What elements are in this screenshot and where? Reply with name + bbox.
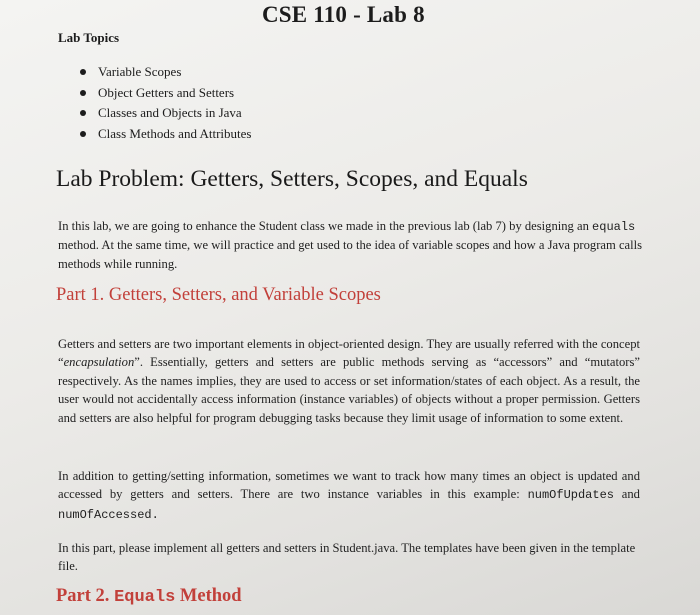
intro-text: method. At the same time, we will practice and get used to the idea of variable scopes and how a Java program calls methods while running.: [58, 238, 643, 271]
intro-paragraph: [58, 217, 643, 274]
list-item: [80, 83, 251, 104]
bullet-icon: [80, 131, 86, 137]
part1-paragraph: In this part, please implement all getters and setters in Student.java. The templates have been given in the template file.: [58, 540, 636, 574]
topic-label: Classes and Objects in Java: [98, 105, 242, 120]
bullet-icon: [80, 69, 86, 75]
bullet-icon: [80, 90, 86, 96]
paragraph-text: ”. Essentially, getters and setters are public methods serving as “accessors” and “mutators” respectively. As the names implies, they are used to access or set information/states of each object. As a result, the user would not accidentally access information (instance variables) of objects without a proper permission. Getters and setters are also helpful for program debugging tasks because they limit usage of information to some extent.: [58, 355, 640, 425]
list-item: [80, 62, 251, 83]
heading-text: Part 2.: [56, 586, 115, 606]
list-item: [80, 124, 251, 145]
paragraph-text: and: [613, 487, 640, 502]
lab-topics-list: [80, 62, 251, 144]
part1-paragraph: [58, 335, 640, 428]
page-title: CSE 110 - Lab 8: [262, 2, 425, 27]
part2-heading: [56, 586, 242, 607]
topic-label: Class Methods and Attributes: [98, 125, 252, 141]
intro-text: In this lab, we are going to enhance the Student class we made in the previous lab (lab 7) by designing an: [58, 218, 593, 233]
inline-code: numOfAccessed.: [58, 507, 159, 522]
lab-topics-heading: Lab Topics: [58, 30, 120, 45]
part1-heading: Part 1. Getters, Setters, and Variable Scopes: [56, 285, 381, 305]
heading-text: Method: [175, 586, 242, 606]
inline-code: equals: [592, 219, 636, 234]
inline-code: Equals: [114, 588, 176, 607]
part1-paragraph: [58, 467, 640, 525]
inline-code: numOfUpdates: [527, 488, 614, 503]
bullet-icon: [80, 110, 86, 116]
emphasis-text: encapsulation: [63, 355, 135, 370]
paragraph-text: In addition to getting/setting information, sometimes we want to track how many times an object is updated and accessed by getters and setters. There are two instance variables in this example:: [58, 468, 640, 502]
topic-label: Variable Scopes: [98, 64, 182, 79]
lab-problem-heading: Lab Problem: Getters, Setters, Scopes, and Equals: [56, 166, 528, 192]
list-item: [80, 103, 251, 124]
topic-label: Object Getters and Setters: [98, 84, 235, 100]
paragraph-text: Getters and setters are two important elements in object-oriented design. They are usually referred with the concept “: [58, 336, 640, 370]
